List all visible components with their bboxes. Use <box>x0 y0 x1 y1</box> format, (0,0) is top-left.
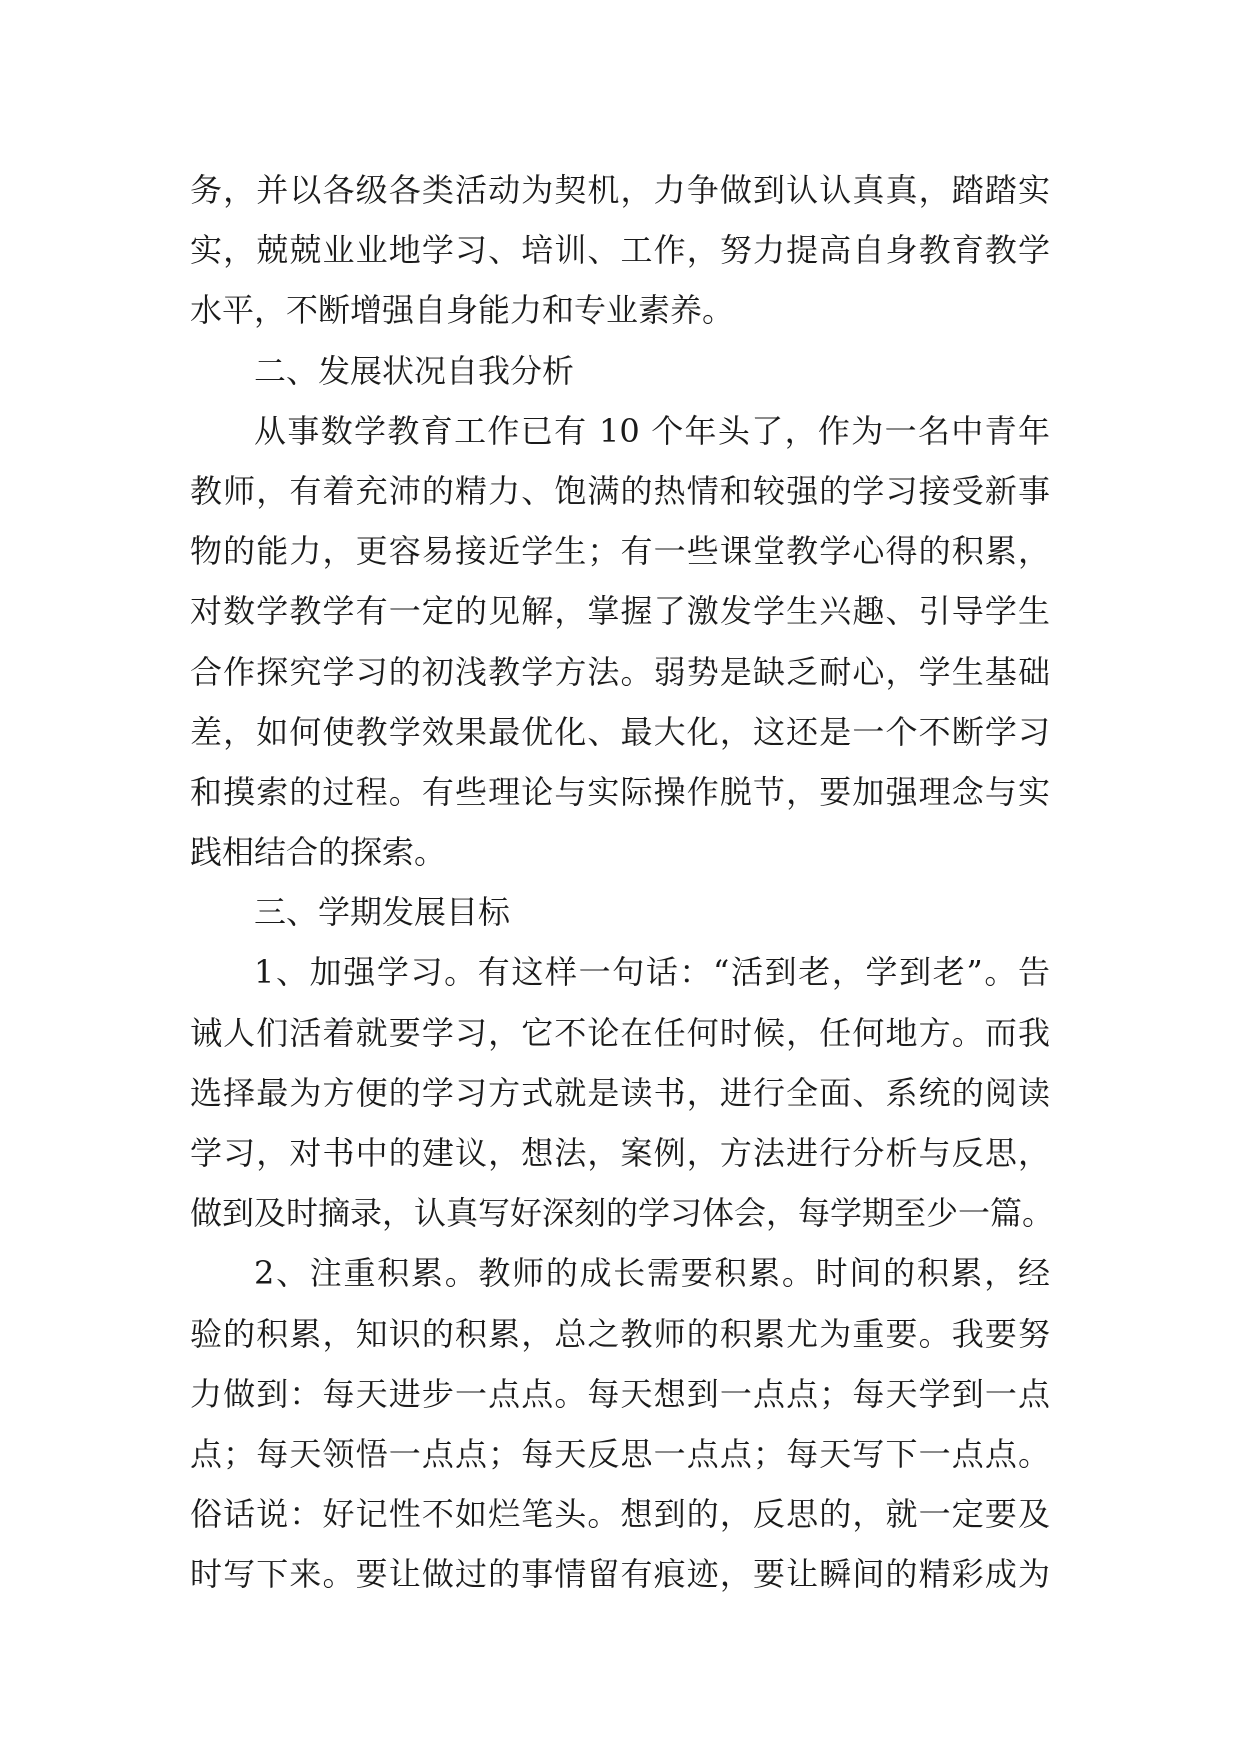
section-heading: 二、发展状况自我分析 <box>254 351 575 390</box>
text-line: 1、加强学习。有这样一句话：“活到老，学到老”。告 <box>254 953 1050 992</box>
text-line: 俗话说：好记性不如烂笔头。想到的，反思的，就一定要及 <box>190 1495 1050 1534</box>
text-line: 选择最为方便的学习方式就是读书，进行全面、系统的阅读 <box>190 1073 1050 1112</box>
text-line: 践相结合的探索。 <box>190 833 447 872</box>
text-line: 从事数学教育工作已有 10 个年头了，作为一名中青年 <box>254 411 1050 450</box>
text-line: 时写下来。要让做过的事情留有痕迹，要让瞬间的精彩成为 <box>190 1555 1050 1594</box>
text-line: 和摸索的过程。有些理论与实际操作脱节，要加强理念与实 <box>190 772 1050 811</box>
text-line: 做到及时摘录，认真写好深刻的学习体会，每学期至少一篇。 <box>190 1194 1055 1233</box>
text-line: 力做到：每天进步一点点。每天想到一点点；每天学到一点 <box>190 1374 1050 1413</box>
text-line: 实，兢兢业业地学习、培训、工作，努力提高自身教育教学 <box>190 231 1050 270</box>
text-line: 诫人们活着就要学习，它不论在任何时候，任何地方。而我 <box>190 1013 1050 1052</box>
text-line: 物的能力，更容易接近学生；有一些课堂教学心得的积累， <box>190 532 1050 571</box>
text-line: 学习，对书中的建议，想法，案例，方法进行分析与反思， <box>190 1134 1050 1172</box>
text-line: 水平，不断增强自身能力和专业素养。 <box>190 291 735 330</box>
section-heading: 三、学期发展目标 <box>254 893 511 932</box>
text-line: 合作探究学习的初浅教学方法。弱势是缺乏耐心，学生基础 <box>190 652 1050 691</box>
text-line: 2、注重积累。教师的成长需要积累。时间的积累，经 <box>254 1254 1050 1293</box>
text-line: 教师，有着充沛的精力、饱满的热情和较强的学习接受新事 <box>190 471 1050 510</box>
text-line: 差，如何使教学效果最优化、最大化，这还是一个不断学习 <box>190 712 1050 751</box>
text-line: 验的积累，知识的积累，总之教师的积累尤为重要。我要努 <box>190 1314 1050 1353</box>
text-line: 点；每天领悟一点点；每天反思一点点；每天写下一点点。 <box>190 1434 1050 1473</box>
document-body <box>190 160 1055 1605</box>
text-line: 务，并以各级各类活动为契机，力争做到认认真真，踏踏实 <box>190 171 1050 209</box>
text-line: 对数学教学有一定的见解，掌握了激发学生兴趣、引导学生 <box>190 592 1050 631</box>
